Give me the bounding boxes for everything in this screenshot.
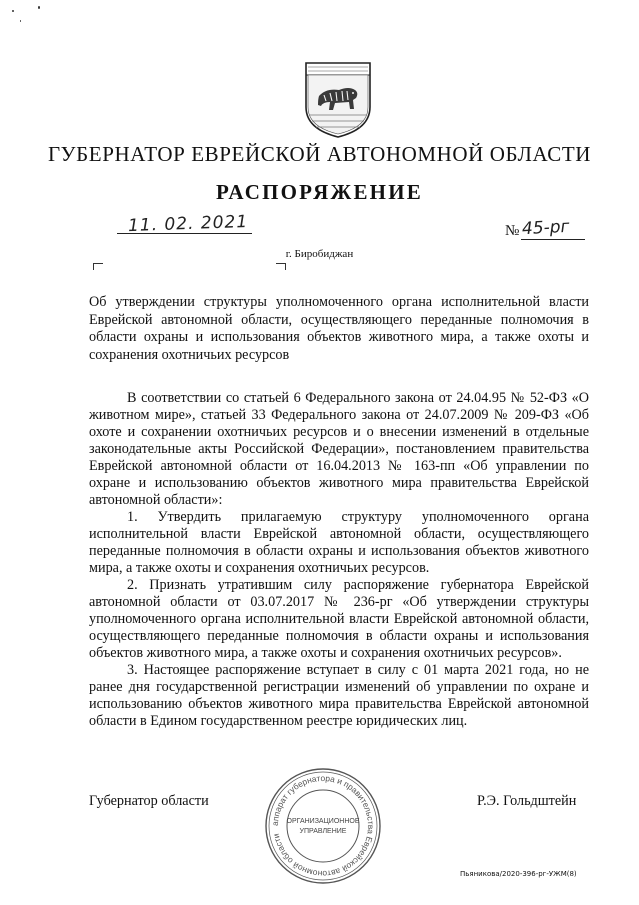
issuer-title: ГУБЕРНАТОР ЕВРЕЙСКОЙ АВТОНОМНОЙ ОБЛАСТИ [47,142,592,166]
scan-speck [38,6,40,9]
clause-1: 1. Утвердить прилагаемую структуру уполномоченного органа исполнительной власти Еврейской автономной области, осуществляющего переданные полномочия в области охраны и использования объектов животного мира, а также охоты и сохранения охотничьих ресурсов. [89,509,589,576]
executor-reference: Пьяникова/2020-396-рг-УЖМ(8) [460,870,577,878]
number-label: № [505,223,520,239]
signer-name: Р.Э. Гольдштейн [477,793,577,809]
clause-3: 3. Настоящее распоряжение вступает в силу с 01 марта 2021 года, но не ранее дня государственной регистрации изменений об управлении по охране и использованию объектов животного мира правительства Еврейской автономной области в Едином государственном реестре юридических лиц. [89,662,589,729]
date-underline [117,233,252,234]
preamble-paragraph: В соответствии со статьей 6 Федерального закона от 24.04.95 № 52-ФЗ «О животном мире», статьей 33 Федерального закона от 24.07.2009 № 209-ФЗ «Об охоте и сохранении охотничьих ресурсов и о внесении изменений в отдельные законодательные акты Российской Федерации», постановлением правительства Еврейской автономной области от 16.04.2013 № 163-пп «Об управлении по охране и использованию объектов животного мира правительства Еврейской автономной области»: [89,390,589,508]
document-date: 11. 02. 2021 [127,211,249,237]
number-underline [521,239,585,240]
clause-2: 2. Признать утратившим силу распоряжение губернатора Еврейской автономной области от 03.07.2017 № 236-рг «Об утверждении структуры уполномоченного органа исполнительной власти Еврейской автономной области, осуществляющего переданные полномочия в области охраны и использования объектов животного мира, а также охоты и сохранения охотничьих ресурсов». [89,577,589,661]
document-body [89,390,589,730]
seal-center-line-2: УПРАВЛЕНИЕ [299,828,347,835]
document-subject: Об утверждении структуры уполномоченного органа исполнительной власти Еврейской автономной области, осуществляющего переданные полномочия в области охраны и использования объектов животного мира, а также охоты и сохранения охотничьих ресурсов [89,294,589,363]
seal-center-line-1: ОРГАНИЗАЦИОННОЕ [286,818,360,825]
document-type-heading: РАСПОРЯЖЕНИЕ [216,180,423,204]
scan-speck [20,20,21,22]
city-of-issue: г. Биробиджан [285,248,354,260]
subject-bracket-right [276,263,286,270]
official-seal-stamp [262,765,384,887]
signer-position: Губернатор области [89,793,209,809]
scan-speck [12,10,14,12]
seal-ring-text: аппарат губернатора и правительства Еврейской автономной области [269,772,377,880]
subject-bracket-left [93,263,103,270]
document-number: 45-рг [521,216,570,240]
coat-of-arms-emblem [302,53,374,139]
